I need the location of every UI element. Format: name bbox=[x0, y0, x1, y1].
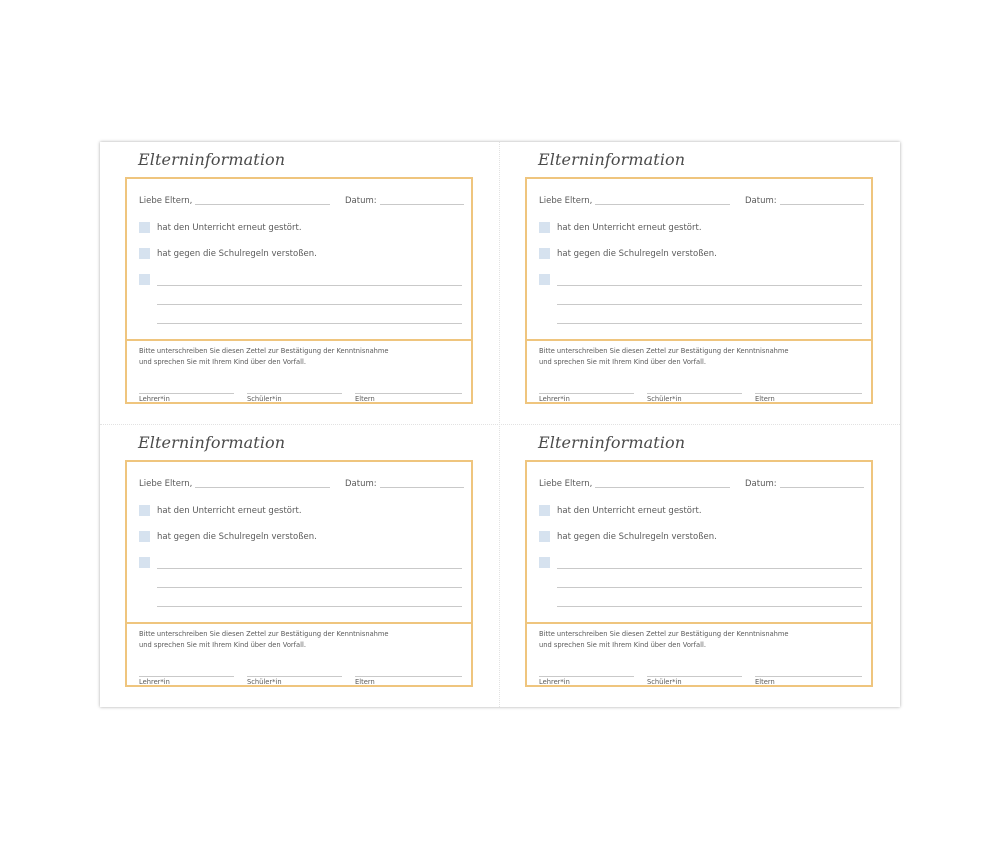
checkbox-disturbed[interactable] bbox=[539, 222, 550, 233]
signature-line-student[interactable] bbox=[647, 393, 742, 394]
signature-label-parents: Eltern bbox=[355, 395, 375, 403]
checkbox-disturbed[interactable] bbox=[539, 505, 550, 516]
other-reason-line[interactable] bbox=[557, 606, 862, 607]
signature-label-parents: Eltern bbox=[355, 678, 375, 686]
elterninformation-card bbox=[525, 425, 877, 687]
note-line-2: und sprechen Sie mit Ihrem Kind über den Vorfall. bbox=[139, 358, 306, 366]
child-name-line[interactable] bbox=[595, 204, 730, 205]
other-reason-line[interactable] bbox=[557, 568, 862, 569]
salutation-label: Liebe Eltern, bbox=[539, 479, 593, 489]
date-label: Datum: bbox=[745, 196, 777, 206]
signature-line-student[interactable] bbox=[647, 676, 742, 677]
signature-line-teacher[interactable] bbox=[139, 393, 234, 394]
option-disturbed-label: hat den Unterricht erneut gestört. bbox=[557, 506, 702, 516]
signature-label-student: Schüler*in bbox=[247, 678, 282, 686]
option-disturbed-label: hat den Unterricht erneut gestört. bbox=[157, 223, 302, 233]
checkbox-rules[interactable] bbox=[139, 531, 150, 542]
card-frame bbox=[125, 460, 473, 687]
option-rules-label: hat gegen die Schulregeln verstoßen. bbox=[557, 249, 717, 259]
child-name-line[interactable] bbox=[195, 487, 330, 488]
other-reason-line[interactable] bbox=[557, 304, 862, 305]
salutation-label: Liebe Eltern, bbox=[539, 196, 593, 206]
signature-line-parents[interactable] bbox=[355, 676, 462, 677]
card-title: Elterninformation bbox=[138, 433, 286, 452]
signature-line-teacher[interactable] bbox=[539, 393, 634, 394]
note-line-2: und sprechen Sie mit Ihrem Kind über den Vorfall. bbox=[539, 641, 706, 649]
elterninformation-card bbox=[125, 425, 477, 687]
signature-line-parents[interactable] bbox=[755, 676, 862, 677]
frame-separator bbox=[527, 339, 871, 341]
frame-separator bbox=[527, 622, 871, 624]
signature-line-student[interactable] bbox=[247, 676, 342, 677]
signature-line-parents[interactable] bbox=[355, 393, 462, 394]
option-disturbed-label: hat den Unterricht erneut gestört. bbox=[557, 223, 702, 233]
other-reason-line[interactable] bbox=[557, 285, 862, 286]
elterninformation-card bbox=[525, 142, 877, 404]
other-reason-line[interactable] bbox=[157, 285, 462, 286]
date-label: Datum: bbox=[745, 479, 777, 489]
note-line-1: Bitte unterschreiben Sie diesen Zettel zur Bestätigung der Kenntnisnahme bbox=[539, 347, 789, 355]
signature-label-teacher: Lehrer*in bbox=[539, 678, 570, 686]
signature-line-teacher[interactable] bbox=[539, 676, 634, 677]
date-line[interactable] bbox=[380, 204, 464, 205]
card-title: Elterninformation bbox=[538, 150, 686, 169]
elterninformation-card bbox=[125, 142, 477, 404]
signature-label-teacher: Lehrer*in bbox=[139, 678, 170, 686]
signature-label-student: Schüler*in bbox=[647, 395, 682, 403]
other-reason-line[interactable] bbox=[557, 323, 862, 324]
checkbox-other[interactable] bbox=[539, 557, 550, 568]
signature-label-teacher: Lehrer*in bbox=[539, 395, 570, 403]
card-frame bbox=[525, 177, 873, 404]
salutation-label: Liebe Eltern, bbox=[139, 479, 193, 489]
note-line-1: Bitte unterschreiben Sie diesen Zettel zur Bestätigung der Kenntnisnahme bbox=[539, 630, 789, 638]
date-line[interactable] bbox=[380, 487, 464, 488]
card-title: Elterninformation bbox=[138, 150, 286, 169]
checkbox-rules[interactable] bbox=[539, 531, 550, 542]
option-rules-label: hat gegen die Schulregeln verstoßen. bbox=[157, 532, 317, 542]
other-reason-line[interactable] bbox=[157, 304, 462, 305]
checkbox-other[interactable] bbox=[139, 274, 150, 285]
card-frame bbox=[525, 460, 873, 687]
signature-label-student: Schüler*in bbox=[647, 678, 682, 686]
signature-label-teacher: Lehrer*in bbox=[139, 395, 170, 403]
child-name-line[interactable] bbox=[195, 204, 330, 205]
date-label: Datum: bbox=[345, 479, 377, 489]
date-line[interactable] bbox=[780, 487, 864, 488]
note-line-2: und sprechen Sie mit Ihrem Kind über den Vorfall. bbox=[139, 641, 306, 649]
checkbox-disturbed[interactable] bbox=[139, 222, 150, 233]
option-disturbed-label: hat den Unterricht erneut gestört. bbox=[157, 506, 302, 516]
signature-label-parents: Eltern bbox=[755, 395, 775, 403]
date-line[interactable] bbox=[780, 204, 864, 205]
salutation-label: Liebe Eltern, bbox=[139, 196, 193, 206]
card-frame bbox=[125, 177, 473, 404]
frame-separator bbox=[127, 339, 471, 341]
signature-line-parents[interactable] bbox=[755, 393, 862, 394]
checkbox-disturbed[interactable] bbox=[139, 505, 150, 516]
checkbox-other[interactable] bbox=[139, 557, 150, 568]
other-reason-line[interactable] bbox=[157, 568, 462, 569]
other-reason-line[interactable] bbox=[157, 323, 462, 324]
checkbox-other[interactable] bbox=[539, 274, 550, 285]
other-reason-line[interactable] bbox=[157, 606, 462, 607]
frame-separator bbox=[127, 622, 471, 624]
other-reason-line[interactable] bbox=[157, 587, 462, 588]
note-line-2: und sprechen Sie mit Ihrem Kind über den Vorfall. bbox=[539, 358, 706, 366]
note-line-1: Bitte unterschreiben Sie diesen Zettel zur Bestätigung der Kenntnisnahme bbox=[139, 630, 389, 638]
option-rules-label: hat gegen die Schulregeln verstoßen. bbox=[557, 532, 717, 542]
date-label: Datum: bbox=[345, 196, 377, 206]
option-rules-label: hat gegen die Schulregeln verstoßen. bbox=[157, 249, 317, 259]
signature-label-student: Schüler*in bbox=[247, 395, 282, 403]
other-reason-line[interactable] bbox=[557, 587, 862, 588]
signature-line-student[interactable] bbox=[247, 393, 342, 394]
card-title: Elterninformation bbox=[538, 433, 686, 452]
signature-label-parents: Eltern bbox=[755, 678, 775, 686]
checkbox-rules[interactable] bbox=[139, 248, 150, 259]
checkbox-rules[interactable] bbox=[539, 248, 550, 259]
note-line-1: Bitte unterschreiben Sie diesen Zettel zur Bestätigung der Kenntnisnahme bbox=[139, 347, 389, 355]
child-name-line[interactable] bbox=[595, 487, 730, 488]
signature-line-teacher[interactable] bbox=[139, 676, 234, 677]
